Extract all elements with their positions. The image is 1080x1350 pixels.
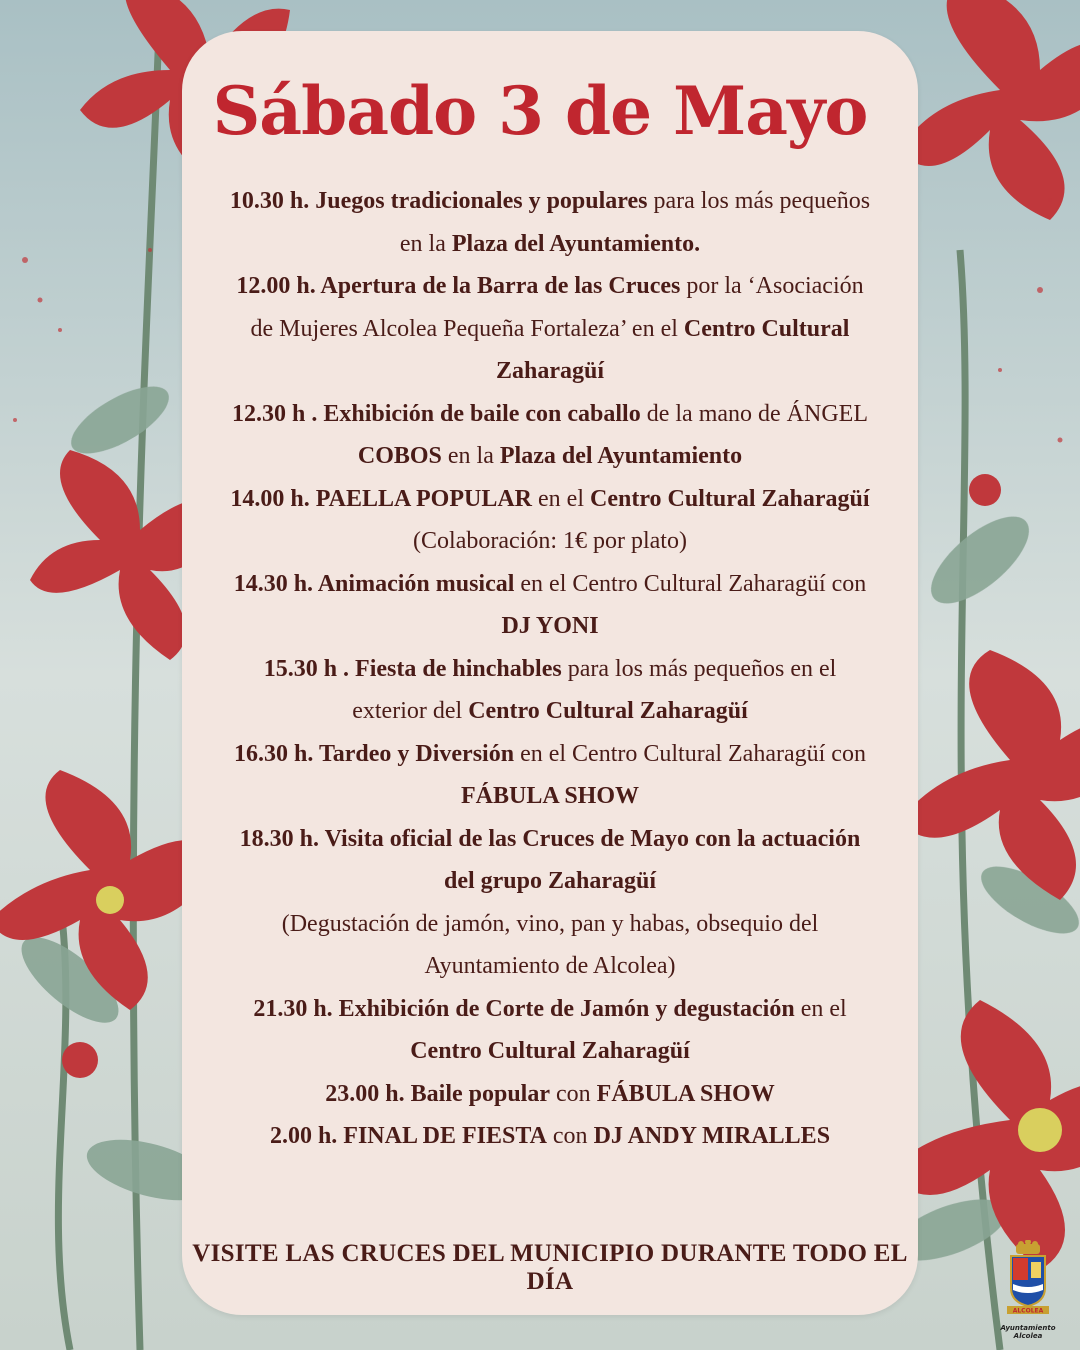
schedule-item: [224, 1073, 876, 1116]
page-title: Sábado 3 de Mayo: [212, 72, 868, 150]
logo-line2: Alcolea: [1013, 1332, 1043, 1340]
item-text: en el: [532, 485, 590, 512]
schedule-item: [224, 478, 876, 563]
item-highlight: 14.00 h. PAELLA POPULAR: [230, 485, 533, 512]
item-highlight: Centro Cultural Zaharagüí: [410, 1038, 690, 1064]
item-highlight: FÁBULA SHOW: [460, 783, 640, 809]
item-highlight: Centro Cultural Zaharagüí: [495, 315, 850, 384]
item-highlight: Centro Cultural Zaharagüí: [468, 698, 748, 724]
item-highlight: Plaza del Ayuntamiento.: [451, 230, 701, 257]
item-text: en el Centro Cultural Zaharagüí con: [514, 570, 867, 597]
item-highlight: 21.30 h. Exhibición de Corte de Jamón y degustación: [253, 995, 795, 1022]
logo-banner: ALCOLEA: [1012, 1307, 1044, 1315]
item-text: en la: [441, 443, 500, 469]
item-highlight: 23.00 h. Baile popular: [325, 1080, 551, 1107]
footer-note: VISITE LAS CRUCES DEL MUNICIPIO DURANTE TODO EL DÍA: [192, 1240, 908, 1295]
schedule-item: [224, 393, 876, 478]
item-highlight: 18.30 h. Visita oficial de las Cruces de Mayo con la actuación del grupo Zaharagüí: [239, 825, 861, 894]
item-highlight: 15.30 h . Fiesta de hinchables: [263, 655, 562, 682]
item-highlight: 12.30 h . Exhibición de baile con caballo: [232, 400, 641, 427]
schedule-item: [224, 648, 876, 733]
item-highlight: COBOS: [357, 443, 442, 469]
town-logo: [996, 1240, 1060, 1340]
item-highlight: DJ ANDY MIRALLES: [593, 1123, 831, 1149]
item-note: (Degustación de jamón, vino, pan y habas, obsequio del Ayuntamiento de Alcolea): [281, 910, 819, 979]
schedule-item: [224, 180, 876, 265]
item-text: para los más pequeños en el exterior del: [352, 655, 837, 724]
item-highlight: FÁBULA SHOW: [596, 1080, 775, 1107]
logo-line1: Ayuntamiento: [1000, 1324, 1056, 1332]
item-text: de la mano de ÁNGEL: [640, 400, 868, 427]
item-highlight: 14.30 h. Animación musical: [233, 570, 515, 597]
item-text: con: [550, 1080, 597, 1107]
schedule-item: [224, 988, 876, 1073]
item-note: (Colaboración: 1€ por plato): [413, 528, 687, 554]
schedule-item: [224, 818, 876, 988]
item-highlight: 16.30 h. Tardeo y Diversión: [234, 740, 515, 767]
item-highlight: 12.00 h. Apertura de la Barra de las Cruces: [236, 273, 681, 299]
schedule-item: [224, 1115, 876, 1158]
item-text: para los más pequeños en la: [399, 188, 871, 257]
item-highlight: 10.30 h. Juegos tradicionales y populares: [229, 188, 648, 214]
event-schedule: [224, 180, 876, 1158]
item-highlight: 2.00 h. FINAL DE FIESTA: [269, 1123, 547, 1149]
item-text: en el: [794, 995, 847, 1022]
item-text: con: [546, 1123, 594, 1149]
item-highlight: Plaza del Ayuntamiento: [499, 443, 743, 469]
coat-of-arms-icon: [1003, 1240, 1053, 1320]
item-text: por la ‘Asociación de Mujeres Alcolea Pequeña Fortaleza’ en el: [250, 273, 864, 342]
schedule-item: [224, 265, 876, 393]
item-highlight: Centro Cultural Zaharagüí: [590, 485, 870, 512]
schedule-item: [224, 733, 876, 818]
item-text: en el Centro Cultural Zaharagüí con: [514, 740, 866, 767]
item-highlight: DJ YONI: [501, 613, 599, 639]
schedule-item: [224, 563, 876, 648]
